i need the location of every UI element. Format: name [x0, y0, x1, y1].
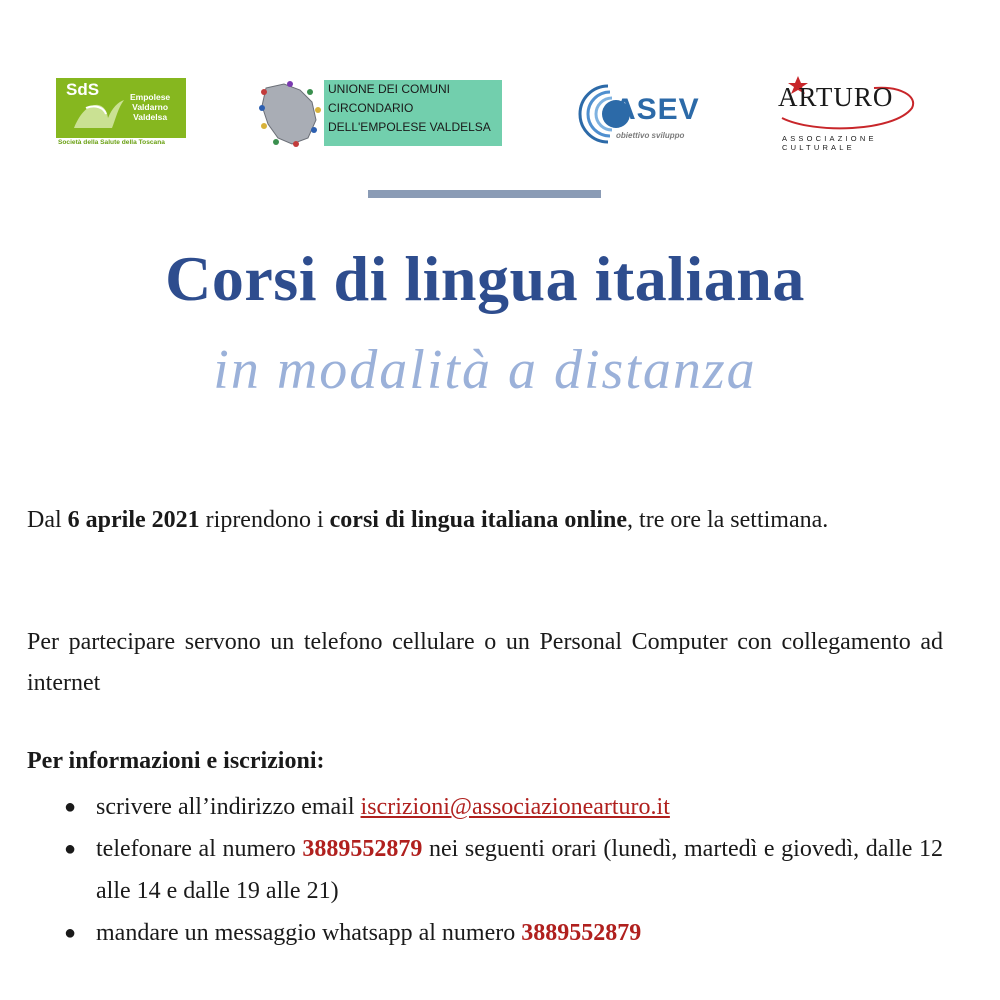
email-instruction: scrivere all’indirizzo email	[96, 794, 361, 820]
sds-areas	[130, 92, 170, 122]
intro-paragraph	[27, 500, 943, 541]
unione-line-3: DELL'EMPOLESE VALDELSA	[328, 120, 491, 134]
bullet-icon: ●	[64, 838, 77, 860]
list-item-whatsapp	[27, 912, 943, 954]
contact-list	[27, 786, 943, 954]
intro-text-1: Dal	[27, 507, 68, 533]
asev-tagline: obiettivo sviluppo	[616, 131, 685, 140]
sds-caption: Società della Salute della Toscana	[58, 139, 165, 146]
whatsapp-instruction: mandare un messaggio whatsapp al numero	[96, 920, 522, 946]
bullet-icon: ●	[64, 922, 77, 944]
sds-area-3: Valdelsa	[133, 112, 168, 122]
sds-abbr: SdS	[66, 80, 100, 99]
course-name: corsi di lingua italiana online	[329, 507, 628, 533]
requirements-paragraph: Per partecipare servono un telefono cellulare o un Personal Computer con collegamento ad internet	[27, 629, 943, 696]
arturo-name: ARTURO	[778, 82, 894, 112]
intro-text-2: riprendono i	[199, 507, 330, 533]
page-subtitle: in modalità a distanza	[213, 339, 757, 401]
unione-name-box	[324, 80, 502, 146]
arturo-tagline-2: CULTURALE	[782, 143, 855, 152]
sds-area-2: Valdarno	[132, 102, 169, 112]
whatsapp-number: 3889552879	[521, 920, 642, 946]
map-icon	[256, 80, 322, 148]
phone-number: 3889552879	[302, 836, 423, 862]
sds-logo	[56, 78, 186, 150]
arturo-logo	[774, 74, 919, 156]
asev-logo	[570, 80, 715, 148]
intro-text-3: , tre ore la settimana.	[627, 507, 829, 533]
phone-hours: nei seguenti orari (lunedì, martedì e giovedì, dalle 12 alle 14 e dalle 19 alle 21)	[96, 836, 944, 904]
arturo-tagline-1: ASSOCIAZIONE	[782, 134, 877, 143]
info-heading: Per informazioni e iscrizioni:	[27, 748, 325, 774]
divider-bar	[368, 190, 601, 198]
unione-line-1: UNIONE DEI COMUNI	[328, 82, 451, 96]
bullet-icon: ●	[64, 796, 77, 818]
email-link[interactable]: iscrizioni@associazionearturo.it	[360, 794, 670, 820]
phone-instruction: telefonare al numero	[96, 836, 303, 862]
asev-name: ASEV	[614, 93, 700, 126]
sds-logo-background	[56, 78, 186, 138]
list-item-email	[27, 786, 943, 828]
list-item-phone	[27, 828, 943, 912]
unione-logo	[256, 80, 504, 148]
page-title: Corsi di lingua italiana	[165, 243, 805, 314]
sds-area-1: Empolese	[130, 92, 171, 102]
start-date: 6 aprile 2021	[67, 507, 200, 533]
unione-line-2: CIRCONDARIO	[328, 101, 414, 115]
